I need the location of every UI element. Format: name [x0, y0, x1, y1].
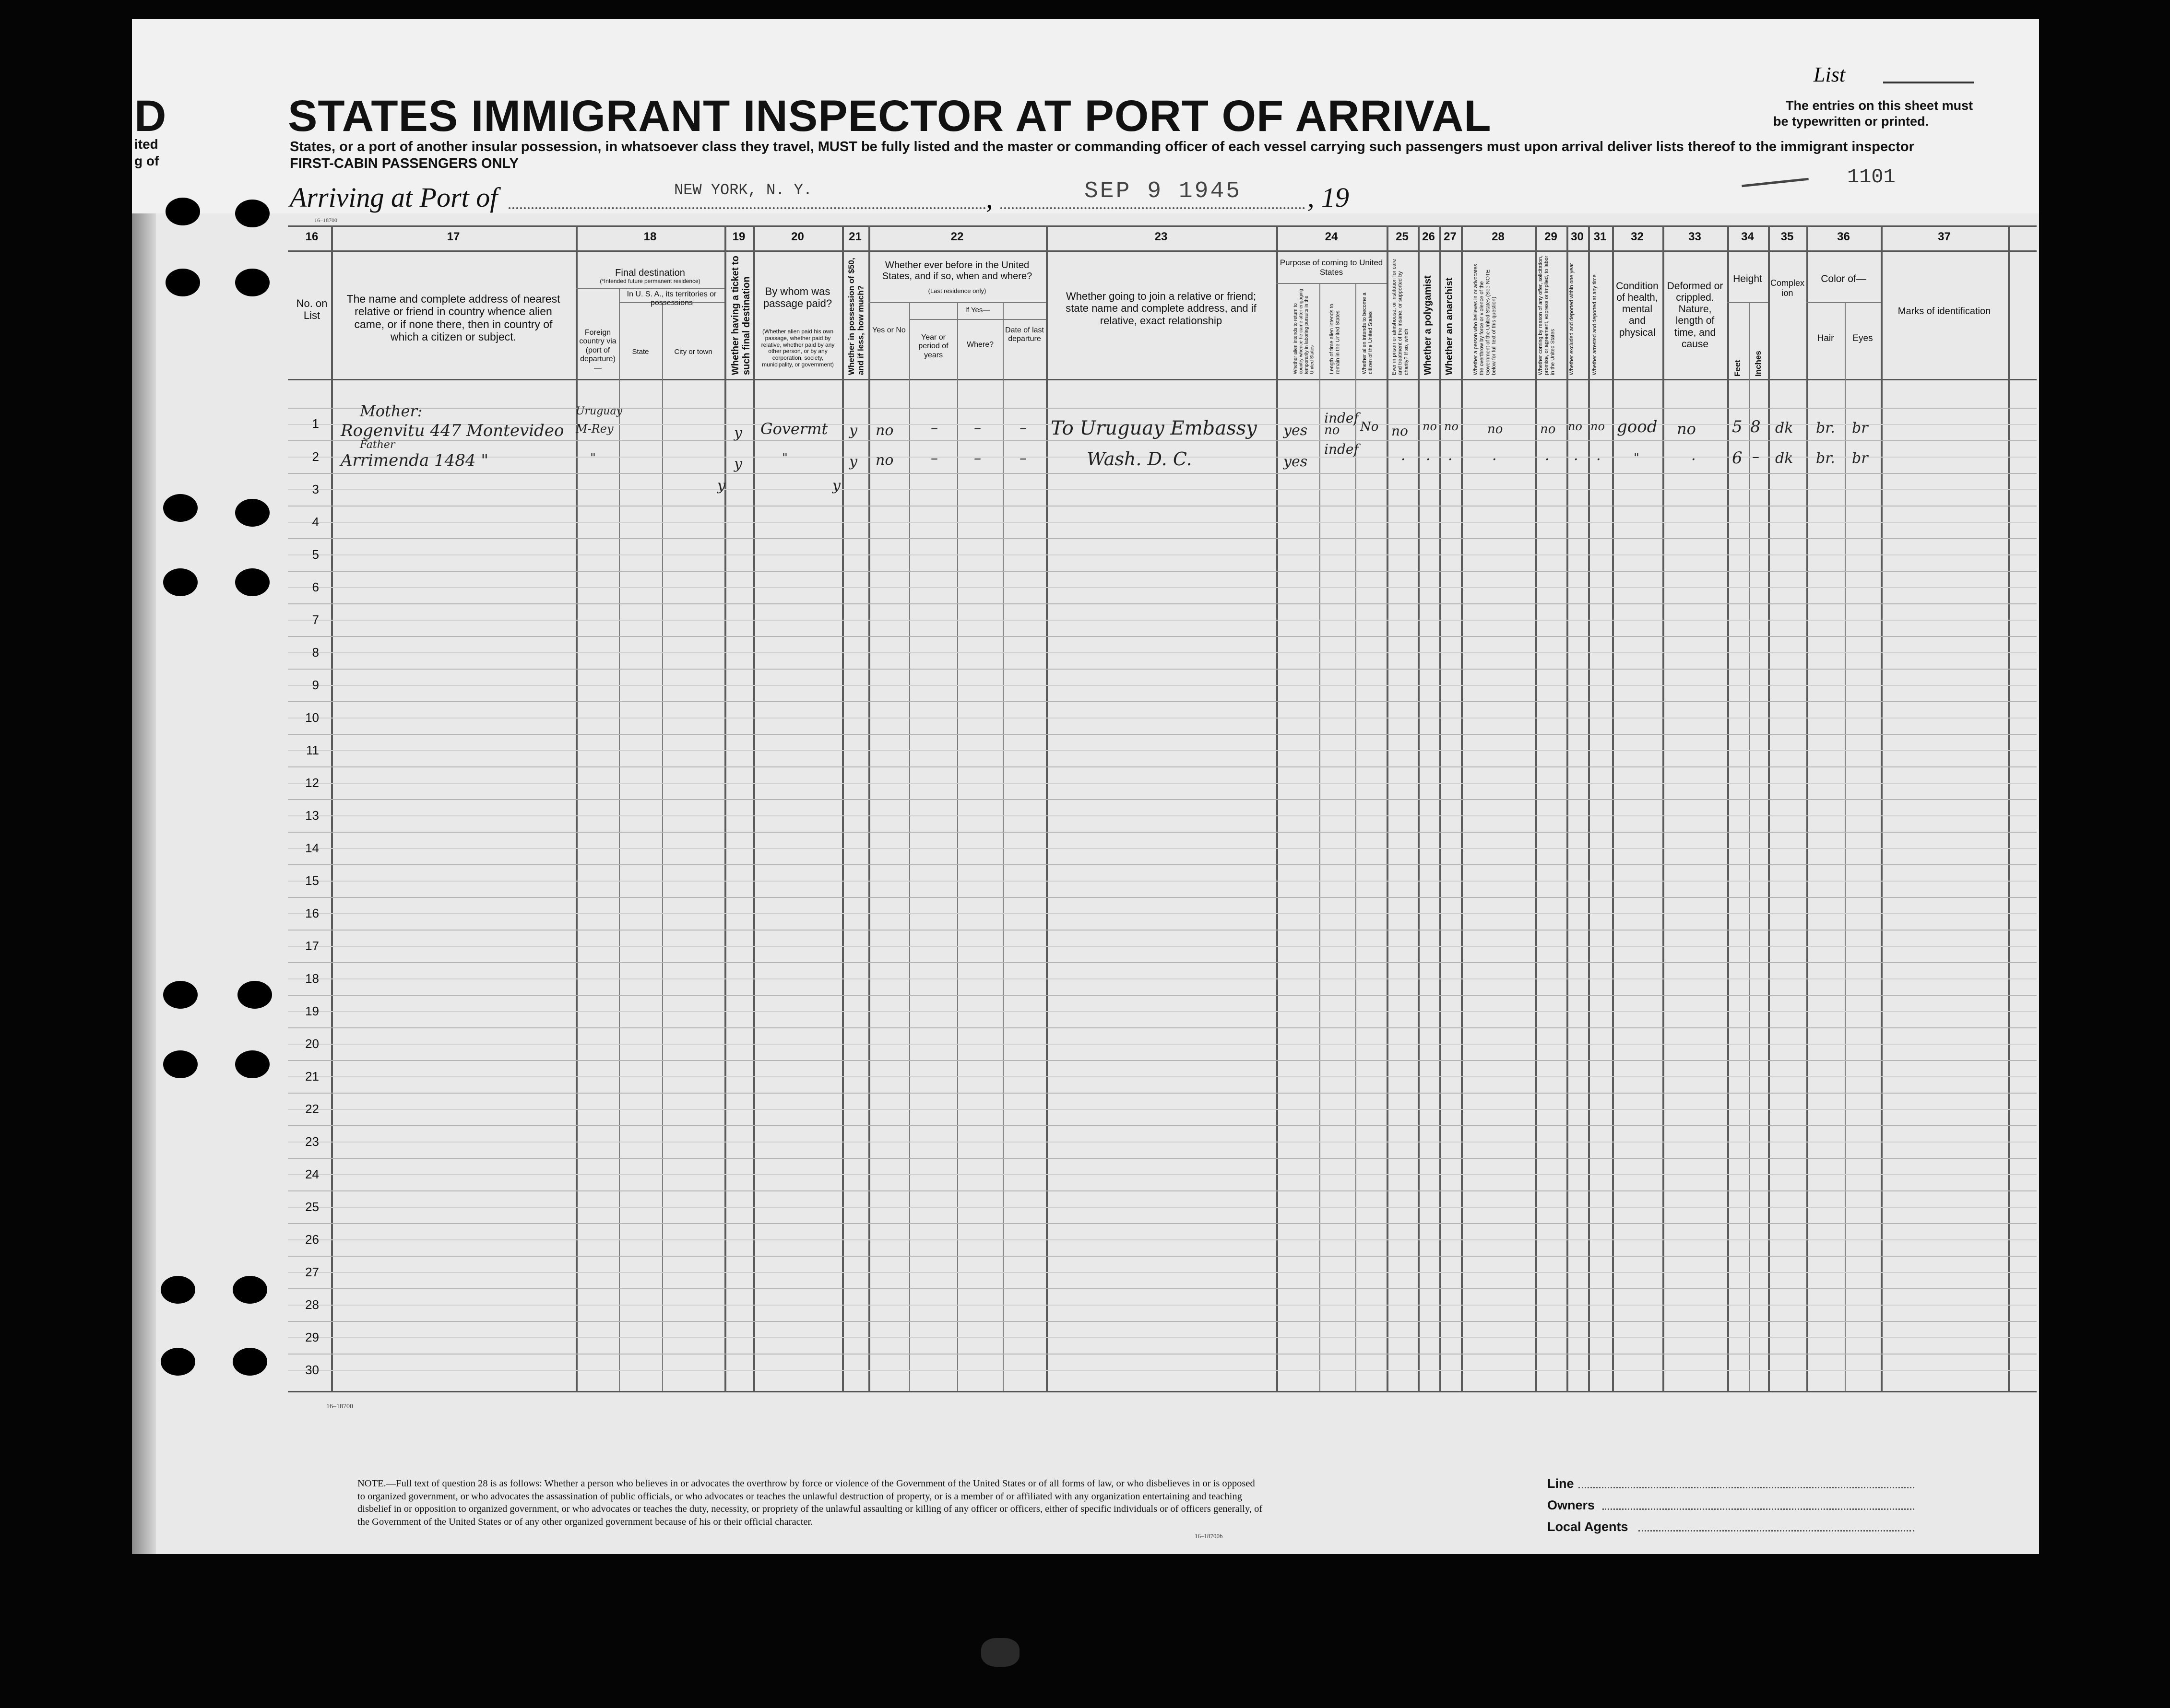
column-rule — [1588, 225, 1590, 1391]
row-rule — [288, 440, 2037, 441]
dash-entry: – — [974, 450, 981, 467]
form-instructions: States, or a port of another insular possession, in whatsoever class they travel, MUST be fully listed and the master or commanding officer of each vessel carrying such passengers must upon arrival deliver lists thereof to the immigrant inspector — [290, 139, 1914, 154]
excluded-entry: no — [1568, 420, 1582, 433]
column-rule — [1439, 225, 1441, 1391]
ticket-entry: y — [734, 456, 742, 472]
header-rule — [1806, 302, 1881, 303]
row-subrule — [288, 1239, 2037, 1240]
manifest-table — [288, 225, 2037, 1410]
local-agents-field — [1638, 1530, 1914, 1531]
row-rule — [288, 636, 2037, 637]
header-prison: Ever in prison or almshouse, or institution for care and treatment of the insane, or supported by charity? If so, which — [1391, 259, 1410, 375]
row-subrule — [288, 848, 2037, 849]
header-purpose-return: Whether alien intends to return to country whence he came after engaging temporarily in laboring pursuits in the United States — [1293, 289, 1315, 374]
punch-hole — [163, 568, 198, 596]
header-marks: Marks of identification — [1897, 306, 1991, 317]
header-yes-no: Yes or No — [872, 326, 906, 334]
join-relative-entry: To Uruguay Embassy — [1051, 417, 1257, 439]
dash-entry: – — [1020, 450, 1027, 467]
port-stamp: NEW YORK, N. Y. — [674, 181, 813, 199]
edge-fragment: ited — [134, 137, 158, 152]
column-number: 34 — [1741, 230, 1754, 243]
row-rule — [288, 1223, 2037, 1224]
row-number: 3 — [312, 482, 319, 496]
column-rule — [909, 302, 910, 1391]
date-stamp: SEP 9 1945 — [1084, 178, 1242, 204]
list-note: be typewritten or printed. — [1773, 114, 1929, 129]
punch-hole — [166, 269, 200, 296]
punch-hole — [163, 1050, 198, 1078]
column-number: 26 — [1422, 230, 1435, 243]
header-rule — [1727, 302, 1768, 303]
punch-hole — [237, 981, 272, 1009]
row-rule — [288, 832, 2037, 833]
column-rule — [1727, 225, 1729, 1391]
column-rule — [1387, 225, 1388, 1391]
row-number: 14 — [305, 841, 319, 855]
header-eyes: Eyes — [1852, 333, 1873, 343]
row-subrule — [288, 1272, 2037, 1273]
relative-entry: Arrimenda 1484 " — [341, 451, 489, 470]
row-rule — [288, 864, 2037, 865]
local-agents-label: Local Agents — [1547, 1520, 1628, 1534]
punch-hole — [235, 499, 270, 527]
row-subrule — [288, 1109, 2037, 1110]
row-number: 13 — [305, 808, 319, 823]
column-rule — [331, 225, 333, 1391]
question-28-note: NOTE.—Full text of question 28 is as follows: Whether a person who believes in or advocates the overthrow by force or violence of the Government of the United States or of all forms of law, or who disbelieves in or is opposed to organized government, or who advocates the assassination of public officials, or who advocates or teaches the unlawful destruction of property, or is a member of or affiliated with any organization entertaining and teaching disbelief in or opposition to organized government, or who advocates or teaches the duty, necessity, or propriety of the unlawful assaulting or killing of any officer or officers, either of specific individuals or of officers generally, of the Government of the United States or of any other organized government because of his or their official character. — [357, 1478, 1263, 1527]
relative-entry: Mother: — [360, 402, 423, 420]
first-cabin-label: FIRST-CABIN PASSENGERS ONLY — [290, 156, 519, 171]
header-color-of: Color of— — [1821, 273, 1866, 284]
header-in-usa: In U. S. A., its territories or possessions — [627, 290, 717, 307]
row-subrule — [288, 1370, 2037, 1371]
row-subrule — [288, 783, 2037, 784]
row-subrule — [288, 1174, 2037, 1175]
hair-entry: br. — [1816, 450, 1835, 467]
punch-hole — [235, 568, 270, 596]
row-number: 29 — [305, 1330, 319, 1344]
row-subrule — [288, 881, 2037, 882]
table-rule — [288, 250, 2037, 252]
column-rule — [619, 288, 620, 1391]
header-no-on-list: No. on List — [296, 297, 328, 322]
row-number: 12 — [305, 776, 319, 790]
edge-fragment: g of — [134, 153, 159, 168]
column-number: 31 — [1593, 230, 1607, 243]
form-title: STATES IMMIGRANT INSPECTOR AT PORT OF ARRIVAL — [288, 92, 1492, 141]
column-rule — [1845, 302, 1846, 1391]
row-rule — [288, 1354, 2037, 1355]
punch-hole — [161, 1348, 195, 1376]
column-rule — [957, 302, 958, 1391]
header-inches: Inches — [1754, 351, 1763, 377]
table-rule — [288, 225, 2037, 227]
foreign-country-entry: " — [590, 451, 596, 465]
column-number: 32 — [1631, 230, 1644, 243]
header-year-period: Year or period of years — [918, 333, 949, 359]
column-number: 27 — [1444, 230, 1457, 243]
health-entry: " — [1634, 451, 1639, 465]
column-rule — [1662, 225, 1664, 1391]
arrested-entry: . — [1596, 447, 1601, 464]
row-number: 26 — [305, 1232, 319, 1247]
row-subrule — [288, 620, 2037, 621]
row-subrule — [288, 652, 2037, 653]
header-if-yes: If Yes— — [965, 306, 990, 314]
dash-entry: – — [931, 420, 938, 436]
column-rule — [576, 225, 578, 1391]
polygamist-entry: no — [1423, 420, 1437, 433]
header-feet: Feet — [1733, 360, 1742, 377]
header-foreign-country: Foreign country via (port of departure)— — [579, 329, 617, 372]
row-number: 21 — [305, 1069, 319, 1084]
ever-before-entry: no — [876, 452, 894, 469]
header-excluded: Whether excluded and deported within one year — [1569, 263, 1575, 375]
column-number: 18 — [643, 230, 657, 243]
purpose-length-entry: indef — [1324, 410, 1359, 426]
header-rule — [909, 319, 1046, 320]
prison-entry: no — [1391, 423, 1408, 439]
year-prefix: , 19 — [1307, 182, 1349, 213]
polygamist-entry: . — [1426, 447, 1431, 464]
column-number: 17 — [447, 230, 460, 243]
row-rule — [288, 1321, 2037, 1322]
header-state: State — [632, 348, 649, 356]
row-rule — [288, 408, 2037, 409]
header-height: Height — [1733, 273, 1762, 284]
paper-stain — [981, 1638, 1020, 1667]
row-rule — [288, 473, 2037, 474]
title-fragment: D — [134, 92, 166, 141]
list-label: List — [1814, 63, 1846, 86]
header-rule — [868, 302, 1046, 303]
row-subrule — [288, 522, 2037, 523]
dash-entry: – — [1020, 420, 1027, 436]
row-rule — [288, 1093, 2037, 1094]
header-ever-before: Whether ever before in the United States, and if so, when and where? — [882, 260, 1032, 282]
row-rule — [288, 1158, 2037, 1159]
row-number: 5 — [312, 547, 319, 562]
column-rule — [2008, 225, 2010, 1391]
row-subrule — [288, 815, 2037, 816]
column-rule — [662, 302, 663, 1391]
anarchist-entry: . — [1448, 447, 1453, 464]
eyes-entry: br — [1852, 450, 1868, 467]
punch-hole — [233, 1276, 267, 1304]
row-number: 23 — [305, 1134, 319, 1149]
header-complexion: Complexion — [1770, 278, 1805, 298]
labor-entry: no — [1540, 422, 1556, 436]
header-passage-paid: By whom was passage paid? — [763, 285, 832, 310]
row-subrule — [288, 1207, 2037, 1208]
purpose-return-entry: yes — [1283, 422, 1308, 439]
ever-before-entry: no — [876, 422, 894, 439]
header-purpose-citizen: Whether alien intends to become a citizen of the United States — [1362, 293, 1374, 374]
owners-field — [1602, 1508, 1914, 1510]
column-rule — [724, 225, 726, 1391]
header-purpose: Purpose of coming to United States — [1280, 258, 1383, 277]
row-rule — [288, 701, 2037, 702]
row-rule — [288, 669, 2037, 670]
column-number: 25 — [1396, 230, 1409, 243]
join-relative-entry: Wash. D. C. — [1087, 448, 1192, 470]
port-field-line — [509, 207, 986, 209]
column-rule — [1418, 225, 1420, 1391]
header-deformed: Deformed or crippled. Nature, length of time, and cause — [1667, 281, 1723, 350]
header-anarchist: Whether an anarchist — [1444, 277, 1455, 375]
punch-hole — [161, 1276, 195, 1304]
health-entry: good — [1617, 417, 1658, 436]
column-number: 20 — [791, 230, 804, 243]
punch-hole — [235, 200, 270, 227]
row-subrule — [288, 1011, 2037, 1012]
row-subrule — [288, 718, 2037, 719]
header-polygamist: Whether a polygamist — [1423, 275, 1433, 375]
column-number: 33 — [1688, 230, 1701, 243]
row-rule — [288, 1027, 2037, 1028]
header-passage-paid-sub: (Whether alien paid his own passage, whether paid by relative, whether paid by any other person, or by any corporation, society, municipality, or government) — [761, 328, 835, 368]
header-where: Where? — [966, 341, 994, 349]
arrested-entry: no — [1590, 420, 1605, 433]
header-relative-address: The name and complete address of nearest relative or friend in country whence alien came, or if none there, then in country of which a citizen or subject. — [346, 293, 560, 343]
row-subrule — [288, 946, 2037, 947]
column-rule — [1003, 302, 1004, 1391]
row-subrule — [288, 1142, 2037, 1143]
row-rule — [288, 603, 2037, 604]
row-rule — [288, 538, 2037, 539]
row-number: 25 — [305, 1200, 319, 1214]
header-date-departure: Date of last departure — [1005, 326, 1044, 343]
list-number: 1101 — [1847, 165, 1896, 188]
column-rule — [1768, 225, 1770, 1391]
punch-hole — [163, 494, 198, 522]
header-rule — [576, 288, 724, 289]
header-ever-before-sub: (Last residence only) — [928, 287, 986, 294]
list-field-line — [1883, 82, 1974, 83]
column-number: 21 — [849, 230, 862, 243]
row-rule — [288, 1060, 2037, 1061]
row-number: 16 — [305, 906, 319, 920]
column-rule — [1612, 225, 1614, 1391]
row-number: 6 — [312, 580, 319, 594]
column-number: 30 — [1571, 230, 1584, 243]
feet-entry: 5 — [1732, 417, 1743, 436]
list-note: The entries on this sheet must — [1786, 98, 1973, 113]
row-number: 27 — [305, 1265, 319, 1279]
ticket-entry: y — [734, 424, 742, 441]
header-final-destination-sub: (*Intended future permanent residence) — [600, 278, 700, 284]
column-rule — [1276, 225, 1278, 1391]
eyes-entry: br — [1852, 420, 1868, 436]
purpose-return-entry: yes — [1283, 453, 1308, 470]
row-rule — [288, 930, 2037, 931]
date-field-line — [1000, 207, 1305, 209]
header-city: City or town — [674, 348, 712, 356]
prison-entry: . — [1401, 447, 1406, 464]
row-subrule — [288, 1044, 2037, 1045]
row-number: 30 — [305, 1363, 319, 1377]
relative-entry: Rogenvitu 447 Montevideo — [341, 421, 564, 440]
purpose-citizen-entry: no — [1324, 423, 1340, 437]
row-rule — [288, 1288, 2037, 1289]
row-number: 2 — [312, 449, 319, 464]
row-number: 22 — [305, 1102, 319, 1116]
row-rule — [288, 1256, 2037, 1257]
column-rule — [1461, 225, 1463, 1391]
row-subrule — [288, 750, 2037, 751]
row-number: 9 — [312, 678, 319, 692]
column-number: 29 — [1544, 230, 1557, 243]
punch-hole — [235, 1050, 270, 1078]
row-subrule — [288, 1305, 2037, 1306]
column-number: 35 — [1780, 230, 1794, 243]
hair-entry: br. — [1816, 420, 1835, 436]
row-number: 28 — [305, 1297, 319, 1312]
row-subrule — [288, 913, 2037, 914]
row-number: 15 — [305, 873, 319, 888]
row-rule — [288, 995, 2037, 996]
row-subrule — [288, 489, 2037, 490]
row-subrule — [288, 685, 2037, 686]
ticket-entry: y — [717, 477, 725, 494]
complexion-entry: dk — [1775, 450, 1793, 467]
sheet-edge — [132, 213, 156, 1554]
column-rule — [1881, 225, 1883, 1391]
column-number: 36 — [1837, 230, 1850, 243]
row-subrule — [288, 554, 2037, 555]
row-number: 18 — [305, 971, 319, 986]
row-subrule — [288, 1337, 2037, 1338]
column-number: 24 — [1325, 230, 1338, 243]
row-rule — [288, 962, 2037, 963]
deformed-entry: no — [1677, 420, 1696, 438]
row-subrule — [288, 978, 2037, 979]
row-number: 24 — [305, 1167, 319, 1181]
column-number: 23 — [1154, 230, 1168, 243]
row-rule — [288, 1190, 2037, 1191]
row-rule — [288, 799, 2037, 800]
question-28-entry: no — [1487, 422, 1503, 436]
money-entry: y — [849, 453, 857, 470]
row-number: 10 — [305, 710, 319, 725]
column-number: 22 — [950, 230, 964, 243]
form-code: 16–18700 — [314, 217, 337, 224]
form-code: 16–18700b — [1195, 1532, 1223, 1540]
header-join-relative: Whether going to join a relative or friend; state name and complete address, and if relative, exact relationship — [1066, 290, 1257, 327]
header-labor: Whether coming by reason of any offer, solicitation, promise, or agreement, express or implied, to labor in the United States — [1538, 255, 1556, 375]
deformed-entry: . — [1691, 447, 1696, 464]
passage-paid-entry: " — [782, 451, 788, 465]
row-rule — [288, 571, 2037, 572]
row-rule — [288, 734, 2037, 735]
row-number: 20 — [305, 1037, 319, 1051]
inches-entry: – — [1752, 448, 1759, 465]
money-entry: y — [832, 477, 841, 494]
column-number: 28 — [1492, 230, 1505, 243]
line-label: Line — [1547, 1476, 1574, 1491]
row-number: 7 — [312, 613, 319, 627]
form-code: 16–18700 — [326, 1403, 353, 1410]
row-subrule — [288, 587, 2037, 588]
punch-hole — [166, 198, 200, 225]
column-rule — [1749, 302, 1750, 1391]
header-hair: Hair — [1817, 333, 1834, 343]
row-rule — [288, 1125, 2037, 1126]
header-arrested: Whether arrested and deported at any time — [1592, 274, 1598, 375]
header-health: Condition of health, mental and physical — [1616, 281, 1659, 338]
foreign-country-entry: Uruguay — [576, 405, 623, 417]
dash-entry: – — [931, 450, 938, 467]
column-rule — [1535, 225, 1537, 1391]
row-rule — [288, 506, 2037, 507]
row-number: 4 — [312, 515, 319, 529]
owners-label: Owners — [1547, 1498, 1595, 1512]
header-ticket: Whether having a ticket to such final destination — [730, 256, 752, 375]
table-rule — [288, 379, 2037, 380]
row-number: 11 — [306, 743, 319, 757]
header-final-destination: Final destination — [615, 268, 685, 278]
purpose-length-entry: indef — [1324, 441, 1359, 457]
passage-paid-entry: Govermt — [760, 420, 828, 438]
column-rule — [842, 225, 844, 1391]
column-rule — [868, 225, 870, 1391]
header-money: Whether in possession of $50, and if less, how much? — [847, 258, 866, 375]
line-field — [1578, 1487, 1914, 1488]
row-subrule — [288, 1076, 2037, 1077]
labor-entry: . — [1545, 447, 1550, 464]
separator: , — [986, 183, 993, 214]
column-rule — [1566, 225, 1568, 1391]
column-rule — [1806, 225, 1808, 1391]
row-rule — [288, 897, 2037, 898]
relative-entry: Father — [360, 439, 395, 451]
row-rule — [288, 766, 2037, 767]
dash-entry: – — [974, 420, 981, 436]
inches-entry: 8 — [1750, 417, 1761, 436]
arriving-port-label: Arriving at Port of — [290, 182, 498, 213]
column-rule — [1319, 283, 1320, 1391]
question-28-entry: . — [1492, 447, 1497, 464]
anarchist-entry: no — [1444, 420, 1459, 433]
column-number: 16 — [305, 230, 319, 243]
column-rule — [1046, 225, 1048, 1391]
row-number: 1 — [312, 416, 319, 431]
header-question-28: Whether a person who believes in or advocates the overthrow by force or violence of the Government of the United States (See NOTE below for full text of this question) — [1473, 264, 1497, 375]
punch-hole — [233, 1348, 267, 1376]
row-number: 19 — [305, 1004, 319, 1018]
row-number: 17 — [305, 939, 319, 953]
excluded-entry: . — [1574, 447, 1578, 464]
column-number: 19 — [732, 230, 746, 243]
column-rule — [753, 225, 755, 1391]
feet-entry: 6 — [1732, 448, 1743, 468]
complexion-entry: dk — [1775, 420, 1793, 436]
punch-hole — [163, 981, 198, 1009]
row-number: 8 — [312, 645, 319, 660]
punch-hole — [235, 269, 270, 296]
header-rule — [1276, 283, 1387, 284]
table-rule — [288, 1391, 2037, 1392]
money-entry: y — [849, 422, 857, 439]
header-purpose-length: Length of time alien intends to remain in the United States — [1329, 304, 1341, 374]
column-number: 37 — [1938, 230, 1951, 243]
purpose-citizen-entry: No — [1360, 420, 1379, 434]
foreign-country-entry: M-Rey — [576, 422, 614, 436]
